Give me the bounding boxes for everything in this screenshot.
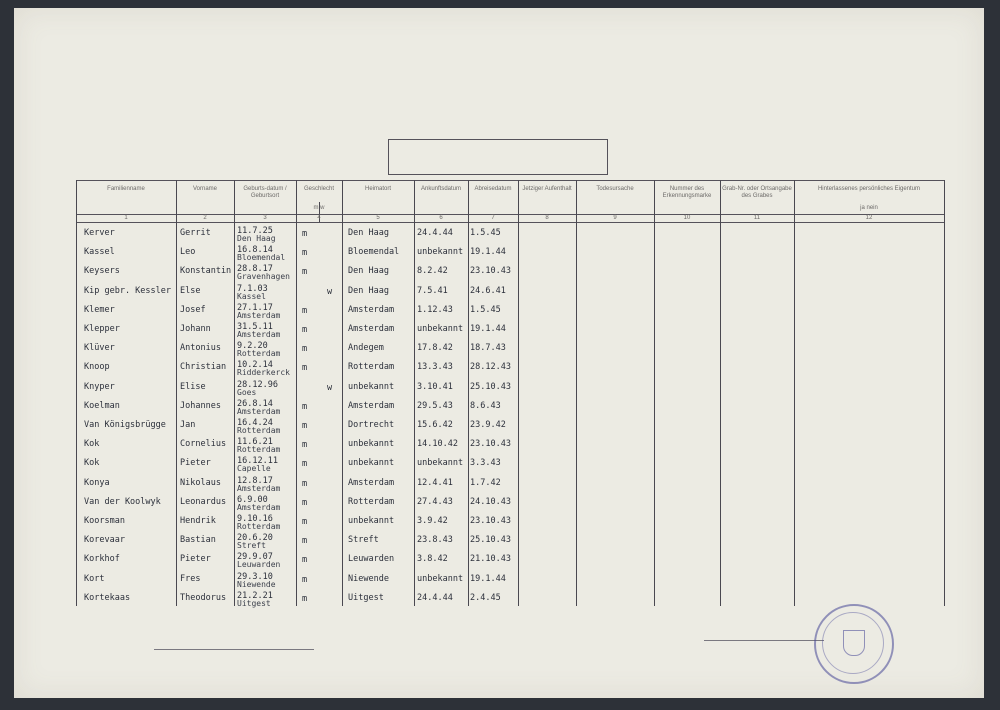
- cell-geburtsdatum: 28.12.96: [237, 379, 278, 390]
- column-number: 1: [124, 215, 128, 221]
- cell-vorname: Christian: [180, 362, 227, 373]
- column-number: 4: [317, 215, 321, 221]
- cell-heimatort: Amsterdam: [348, 304, 395, 315]
- cell-familienname: Koorsman: [84, 516, 125, 526]
- cell-heimatort: Amsterdam: [348, 324, 395, 334]
- cell-familienname: Kort: [84, 573, 105, 584]
- cell-geburtsort: Uitgest: [237, 598, 271, 608]
- cell-abreise: 23.10.43: [470, 439, 511, 450]
- column-number: 11: [753, 215, 761, 221]
- cell-familienname: Kip gebr. Kessler: [84, 285, 171, 296]
- cell-vorname: Gerrit: [180, 228, 211, 238]
- cell-abreise: 19.1.44: [470, 324, 506, 334]
- cell-abreise: 19.1.44: [470, 573, 506, 584]
- cell-familienname: Keysers: [84, 266, 120, 277]
- cell-geburtsdatum: 9.10.16: [237, 514, 273, 524]
- cell-heimatort: Uitgest: [348, 592, 384, 603]
- cell-ankunft: 24.4.44: [417, 592, 453, 603]
- cell-ankunft: 1.12.43: [417, 304, 453, 315]
- cell-ankunft: unbekannt: [417, 247, 464, 258]
- coat-of-arms-icon: [843, 630, 865, 656]
- cell-vorname: Konstantin: [180, 266, 232, 277]
- cell-vorname: Bastian: [180, 535, 216, 546]
- cell-geburtsdatum: 11.6.21: [237, 437, 273, 448]
- column-number: 12: [865, 215, 873, 221]
- cell-geburtsdatum: 12.8.17: [237, 475, 273, 486]
- document-sheet: [14, 8, 984, 698]
- column-header: Grab-Nr. oder Ortsangabe des Grabes: [722, 186, 792, 199]
- cell-ankunft: 12.4.41: [417, 477, 453, 488]
- cell-familienname: Knyper: [84, 381, 115, 392]
- cell-geburtsort: Rotterdam: [237, 426, 281, 435]
- cell-ankunft: unbekannt: [417, 458, 464, 469]
- police-stamp: [814, 604, 894, 684]
- cell-ankunft: 24.4.44: [417, 228, 453, 238]
- table-column-line: [518, 180, 519, 606]
- column-header: Jetziger Aufenthalt: [522, 186, 572, 192]
- table-column-line: [234, 180, 235, 606]
- cell-geburtsdatum: 27.1.17: [237, 302, 273, 313]
- cell-heimatort: Niewende: [348, 573, 389, 584]
- cell-familienname: Konya: [84, 477, 110, 488]
- column-header: Nummer des Erkennungsmarke: [662, 186, 712, 199]
- cell-familienname: Van der Koolwyk: [84, 496, 161, 507]
- column-header: Heimatort: [364, 186, 391, 192]
- cell-geburtsdatum: 28.8.17: [237, 264, 273, 275]
- cell-vorname: Leonardus: [180, 496, 227, 507]
- cell-familienname: Korkhof: [84, 554, 120, 565]
- cell-geschlecht: m: [302, 267, 308, 278]
- column-number: 9: [613, 215, 617, 221]
- cell-geschlecht: m: [302, 421, 308, 431]
- cell-ankunft: 8.2.42: [417, 266, 448, 277]
- cell-vorname: Fres: [180, 573, 201, 584]
- cell-ankunft: 23.8.43: [417, 535, 453, 546]
- cell-familienname: Kerver: [84, 228, 115, 238]
- column-number: 5: [376, 215, 380, 221]
- cell-geburtsdatum: 11.7.25: [237, 226, 273, 236]
- cell-geburtsdatum: 16.12.11: [237, 456, 278, 467]
- table-column-line: [654, 180, 655, 606]
- cell-ankunft: 14.10.42: [417, 439, 458, 450]
- cell-geschlecht: m: [302, 440, 308, 451]
- cell-geburtsdatum: 6.9.00: [237, 494, 268, 505]
- cell-familienname: Koelman: [84, 400, 120, 411]
- cell-heimatort: Den Haag: [348, 285, 389, 296]
- cell-ankunft: unbekannt: [417, 573, 464, 584]
- cell-familienname: Van Königsbrügge: [84, 420, 166, 430]
- table-column-line: [176, 180, 177, 606]
- cell-familienname: Kortekaas: [84, 592, 131, 603]
- cell-familienname: Knoop: [84, 362, 110, 373]
- table-column-line: [944, 180, 945, 606]
- cell-geburtsort: Rotterdam: [237, 349, 281, 359]
- cell-vorname: Cornelius: [180, 439, 227, 450]
- cell-geschlecht: m: [302, 536, 308, 547]
- cell-geburtsdatum: 26.8.14: [237, 398, 273, 409]
- column-number: 10: [683, 215, 691, 221]
- cell-vorname: Nikolaus: [180, 477, 221, 488]
- cell-ankunft: 29.5.43: [417, 400, 453, 411]
- cell-familienname: Kassel: [84, 247, 115, 258]
- cell-geburtsort: Capelle: [237, 464, 271, 474]
- cell-abreise: 21.10.43: [470, 554, 511, 565]
- cell-abreise: 23.9.42: [470, 420, 506, 430]
- cell-ankunft: 3.9.42: [417, 516, 448, 526]
- cell-geschlecht: m: [302, 517, 308, 527]
- cell-ankunft: unbekannt: [417, 324, 464, 334]
- table-column-line: [296, 180, 297, 606]
- cell-geschlecht: m: [302, 248, 308, 259]
- cell-heimatort: unbekannt: [348, 458, 395, 469]
- cell-heimatort: Amsterdam: [348, 400, 395, 411]
- cell-geburtsdatum: 16.4.24: [237, 418, 273, 428]
- cell-geburtsort: Amsterdam: [237, 406, 281, 416]
- cell-abreise: 28.12.43: [470, 362, 511, 373]
- cell-abreise: 1.5.45: [470, 228, 501, 238]
- cell-heimatort: Amsterdam: [348, 477, 395, 488]
- cell-heimatort: unbekannt: [348, 381, 395, 392]
- cell-geburtsdatum: 10.2.14: [237, 360, 273, 371]
- cell-geschlecht: m: [302, 593, 308, 604]
- table-column-line: [342, 180, 343, 606]
- cell-vorname: Pieter: [180, 554, 211, 565]
- cell-abreise: 24.6.41: [470, 285, 506, 296]
- table-column-line: [76, 180, 77, 606]
- cell-geburtsort: Den Haag: [237, 234, 276, 243]
- cell-geschlecht: m: [302, 229, 308, 239]
- cell-geburtsort: Streft: [237, 541, 266, 551]
- cell-geschlecht: m: [302, 497, 308, 508]
- cell-abreise: 23.10.43: [470, 266, 511, 277]
- table-column-line: [720, 180, 721, 606]
- cell-vorname: Leo: [180, 247, 196, 258]
- cell-heimatort: Dortrecht: [348, 420, 395, 430]
- cell-geburtsort: Leuwarden: [237, 560, 281, 570]
- cell-geschlecht: w: [327, 382, 333, 393]
- cell-geburtsort: Rotterdam: [237, 445, 281, 455]
- cell-vorname: Johann: [180, 324, 211, 334]
- cell-vorname: Hendrik: [180, 516, 216, 526]
- cell-vorname: Else: [180, 285, 201, 296]
- table-column-line: [414, 180, 415, 606]
- cell-geburtsdatum: 29.3.10: [237, 571, 273, 582]
- column-header: Geschlecht: [303, 186, 334, 192]
- cell-heimatort: Rotterdam: [348, 362, 395, 373]
- cell-heimatort: Den Haag: [348, 266, 389, 277]
- column-subheader: ja nein: [860, 205, 878, 211]
- cell-abreise: 3.3.43: [470, 458, 501, 469]
- cell-geburtsort: Rotterdam: [237, 522, 281, 531]
- cell-ankunft: 17.8.42: [417, 343, 453, 354]
- cell-geschlecht: m: [302, 305, 308, 316]
- cell-heimatort: unbekannt: [348, 516, 395, 526]
- cell-geburtsdatum: 20.6.20: [237, 533, 273, 544]
- column-header: Familienname: [107, 186, 145, 192]
- column-header: Todesursache: [596, 186, 634, 192]
- cell-geschlecht: m: [302, 401, 308, 412]
- cell-heimatort: Streft: [348, 535, 379, 546]
- cell-familienname: Kok: [84, 439, 100, 450]
- column-number: 8: [545, 215, 549, 221]
- cell-ankunft: 15.6.42: [417, 420, 453, 430]
- cell-abreise: 2.4.45: [470, 592, 501, 603]
- cell-vorname: Josef: [180, 304, 206, 315]
- cell-geburtsdatum: 9.2.20: [237, 341, 268, 352]
- column-header: Ankunftsdatum: [420, 186, 462, 192]
- cell-geburtsdatum: 29.9.07: [237, 552, 273, 563]
- cell-geburtsdatum: 21.2.21: [237, 590, 273, 601]
- cell-geschlecht: m: [302, 325, 308, 335]
- cell-geburtsort: Kassel: [237, 291, 266, 301]
- cell-geburtsort: Gravenhagen: [237, 272, 290, 282]
- cell-abreise: 18.7.43: [470, 343, 506, 354]
- cell-vorname: Johannes: [180, 400, 221, 411]
- cell-geschlecht: m: [302, 459, 308, 470]
- cell-heimatort: unbekannt: [348, 439, 395, 450]
- cell-geburtsort: Amsterdam: [237, 310, 281, 320]
- cell-abreise: 24.10.43: [470, 496, 511, 507]
- cell-vorname: Antonius: [180, 343, 221, 354]
- nationality-box: [388, 139, 608, 175]
- cell-abreise: 25.10.43: [470, 381, 511, 392]
- cell-heimatort: Leuwarden: [348, 554, 395, 565]
- table-column-line: [794, 180, 795, 606]
- cell-geburtsort: Bloemendal: [237, 253, 286, 263]
- cell-familienname: Kok: [84, 458, 100, 469]
- cell-geburtsort: Goes: [237, 387, 257, 397]
- cell-geschlecht: m: [302, 363, 308, 374]
- cell-geburtsort: Amsterdam: [237, 330, 281, 339]
- cell-ankunft: 7.5.41: [417, 285, 448, 296]
- cell-ankunft: 13.3.43: [417, 362, 453, 373]
- cell-geschlecht: m: [302, 344, 308, 355]
- column-number: 7: [491, 215, 495, 221]
- cell-geburtsdatum: 31.5.11: [237, 322, 273, 332]
- cell-familienname: Klemer: [84, 304, 115, 315]
- cell-geburtsdatum: 16.8.14: [237, 245, 273, 256]
- cell-ankunft: 3.8.42: [417, 554, 448, 565]
- cell-geschlecht: m: [302, 555, 308, 566]
- table-column-line: [468, 180, 469, 606]
- cell-geburtsort: Amsterdam: [237, 483, 281, 493]
- column-number: 2: [203, 215, 207, 221]
- cell-ankunft: 27.4.43: [417, 496, 453, 507]
- cell-heimatort: Andegem: [348, 343, 384, 354]
- cell-abreise: 19.1.44: [470, 247, 506, 258]
- cell-geburtsort: Ridderkerck: [237, 368, 290, 378]
- cell-vorname: Elise: [180, 381, 206, 392]
- cell-abreise: 25.10.43: [470, 535, 511, 546]
- cell-familienname: Korevaar: [84, 535, 125, 546]
- column-header: Vorname: [192, 186, 217, 192]
- cell-vorname: Jan: [180, 420, 196, 430]
- cell-geschlecht: m: [302, 574, 308, 585]
- cell-heimatort: Den Haag: [348, 228, 389, 238]
- cell-abreise: 1.7.42: [470, 477, 501, 488]
- cell-geburtsdatum: 7.1.03: [237, 283, 268, 294]
- cell-geburtsort: Amsterdam: [237, 502, 281, 512]
- cell-vorname: Theodorus: [180, 592, 227, 603]
- column-number: 6: [439, 215, 443, 221]
- cell-familienname: Klepper: [84, 324, 120, 334]
- cell-geschlecht: w: [327, 286, 333, 297]
- cell-ankunft: 3.10.41: [417, 381, 453, 392]
- column-number: 3: [263, 215, 267, 221]
- cell-geburtsort: Niewende: [237, 579, 276, 589]
- cell-abreise: 23.10.43: [470, 516, 511, 526]
- cell-vorname: Pieter: [180, 458, 211, 469]
- table-column-line: [576, 180, 577, 606]
- cell-familienname: Klüver: [84, 343, 115, 354]
- cell-heimatort: Rotterdam: [348, 496, 395, 507]
- column-header: Geburts-datum / Geburtsort: [243, 186, 287, 199]
- cell-geschlecht: m: [302, 478, 308, 489]
- cell-abreise: 1.5.45: [470, 304, 501, 315]
- cell-heimatort: Bloemendal: [348, 247, 400, 258]
- cell-abreise: 8.6.43: [470, 400, 501, 411]
- column-header: Abreisedatum: [474, 186, 512, 192]
- column-subheader: m w: [313, 205, 325, 211]
- column-header: Hinterlassenes persönliches Eigentum: [817, 186, 921, 192]
